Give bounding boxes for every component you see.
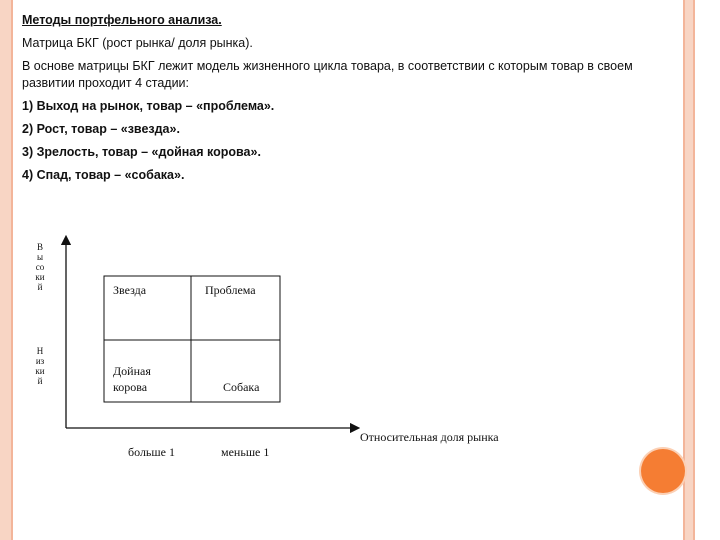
y-label-high: Высокий [35, 242, 45, 292]
cell-dog: Собака [223, 380, 260, 394]
cell-cow-line1: Дойная [113, 364, 151, 378]
x-label-more: больше 1 [128, 445, 175, 459]
cell-question: Проблема [205, 283, 256, 297]
stage-3: 3) Зрелость, товар – «дойная корова». [22, 145, 261, 159]
intro-text: В основе матрицы БКГ лежит модель жизненного цикла товара, в соответствии с которым товар в своем развитии проходит 4 стадии: [22, 59, 633, 90]
x-label-less: меньше 1 [221, 445, 270, 459]
stage-1: 1) Выход на рынок, товар – «проблема». [22, 99, 275, 113]
stage-4: 4) Спад, товар – «собака». [22, 168, 185, 182]
cell-cow-line2: корова [113, 380, 148, 394]
y-label-low: Низкий [35, 346, 45, 386]
matrix-name: Матрица БКГ (рост рынка/ доля рынка). [22, 36, 253, 50]
stage-2: 2) Рост, товар – «звезда». [22, 122, 180, 136]
cell-star: Звезда [113, 283, 147, 297]
x-axis-label: Относительная доля рынка [360, 430, 499, 444]
slide-heading: Методы портфельного анализа. [22, 13, 222, 27]
